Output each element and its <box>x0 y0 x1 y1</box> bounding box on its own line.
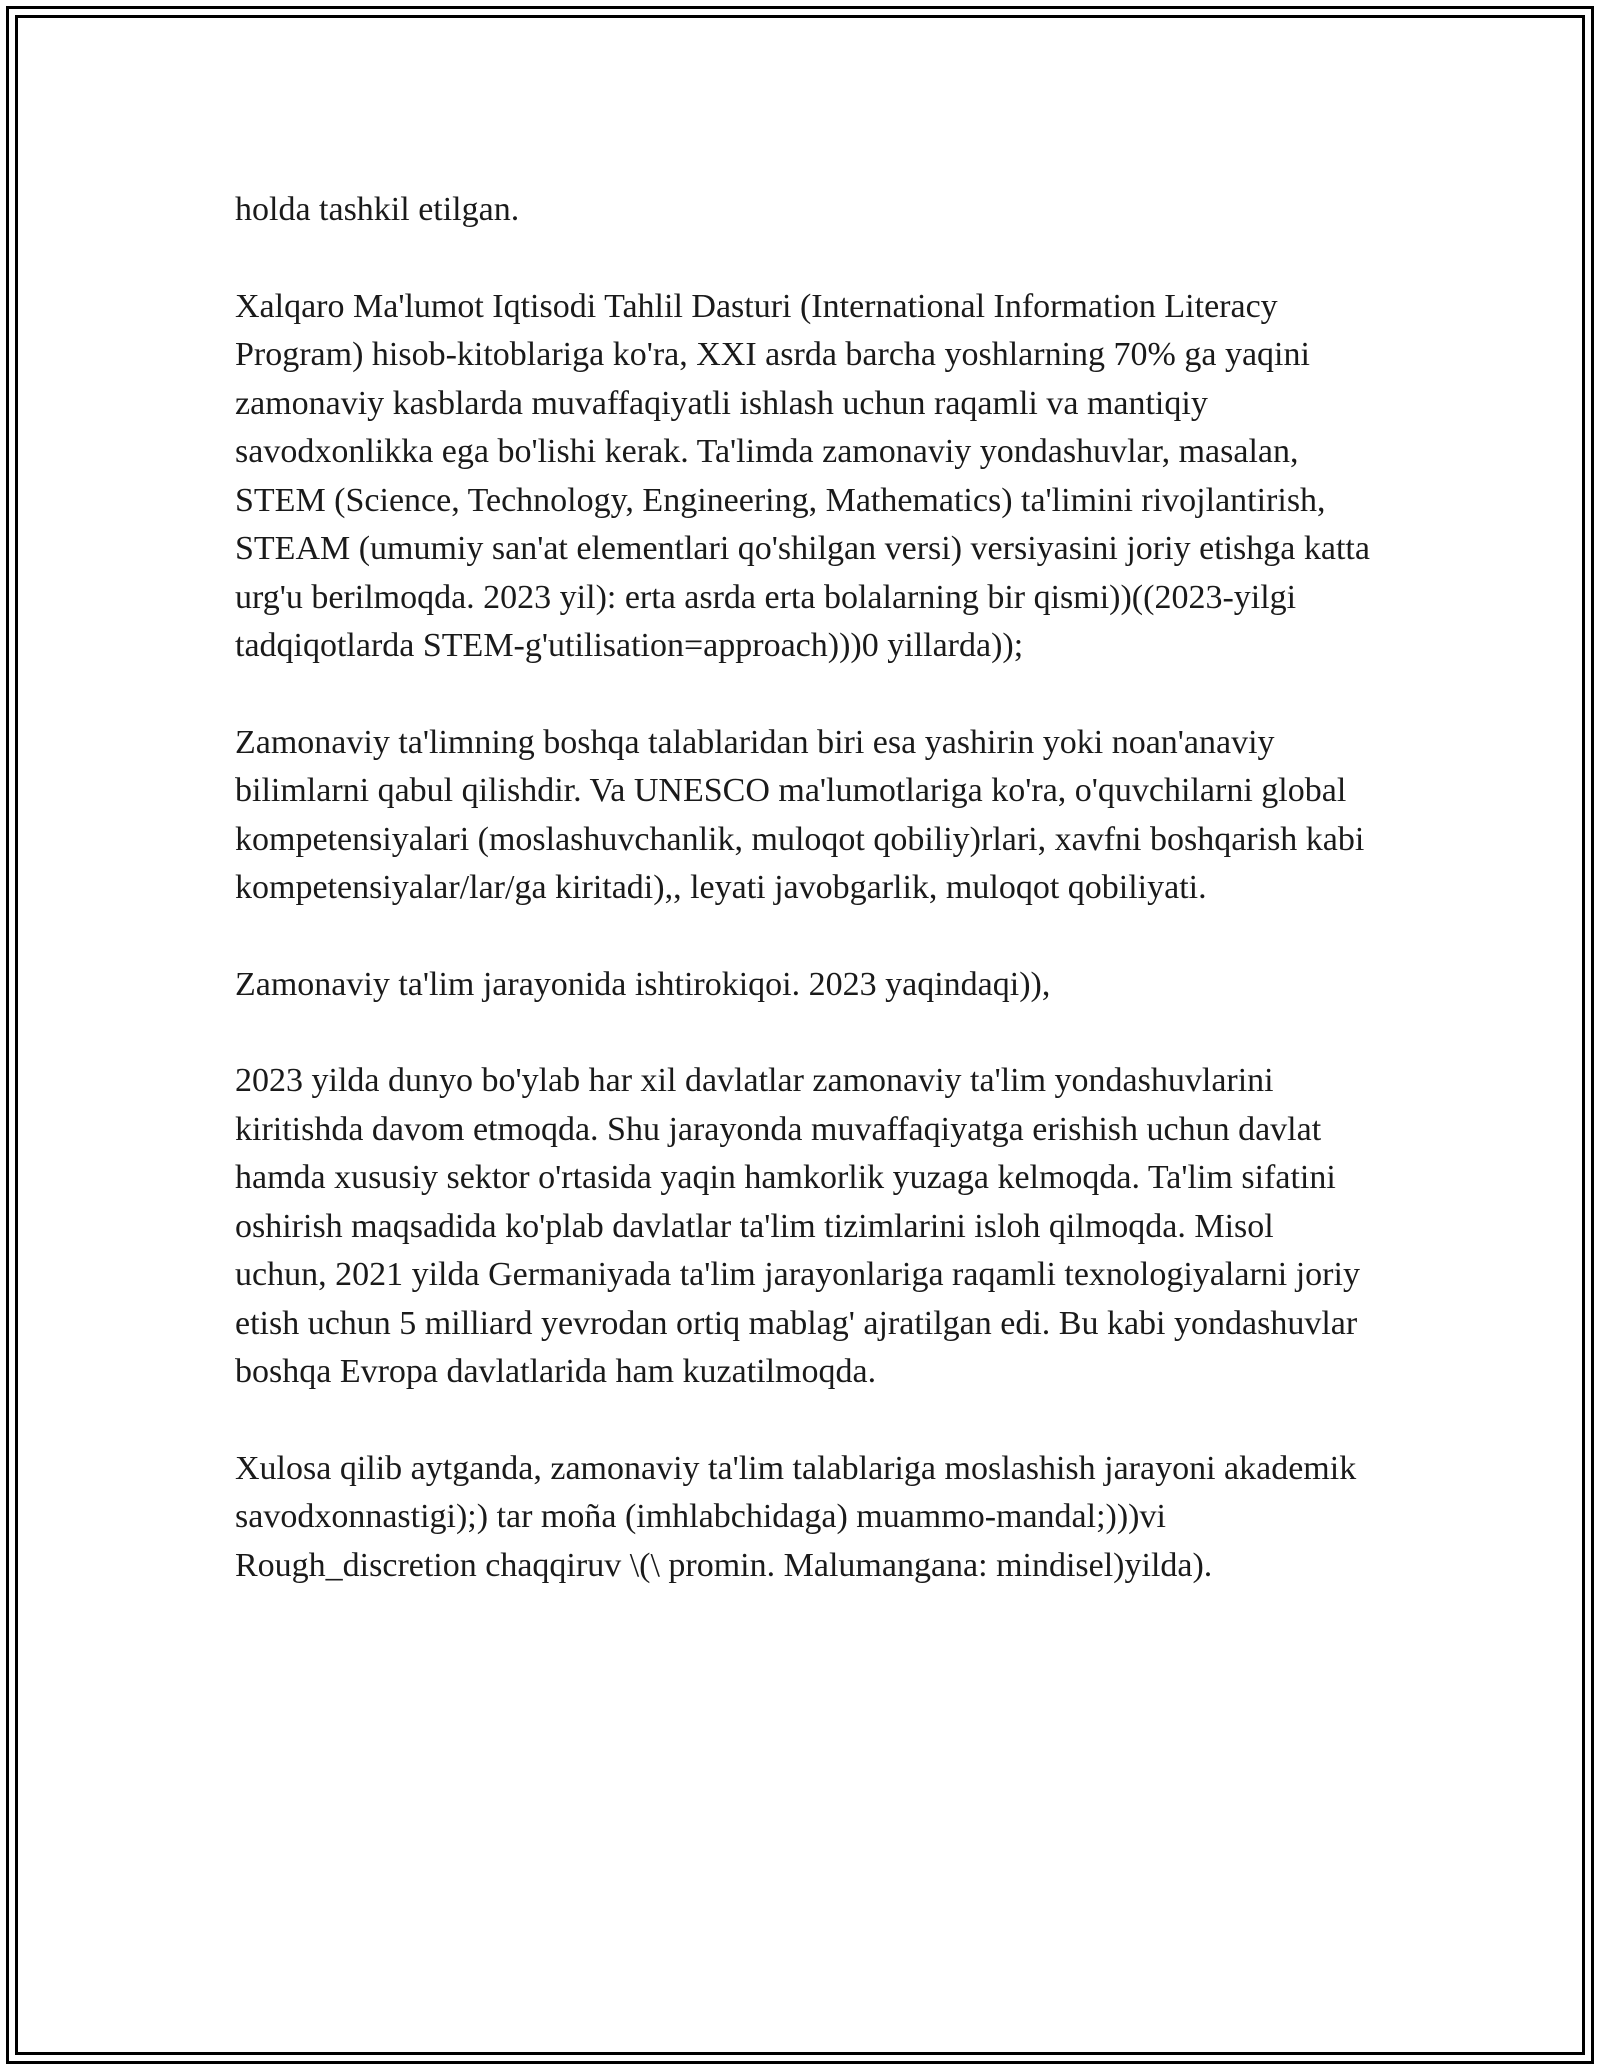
paragraph-participation: Zamonaviy ta'lim jarayonida ishtirokiqoi. 2023 yaqindaqi)), <box>235 965 1051 1003</box>
paragraph-unesco-competencies: Zamonaviy ta'limning boshqa talablaridan biri esa yashirin yoki noan'anaviy bilimlarni qabul qilishdir. Va UNESCO ma'lumotlariga ko'ra, o'quvchilarni global kompetensiyalari (moslashuvchanlik, muloqot qobiliy)rlari, xavfni boshqarish kabi kompetensiyalar/lar/ga kiritadi),, leyati javobgarlik, muloqot qobiliyati. <box>235 723 1365 906</box>
paragraph-continuation: holda tashkil etilgan. <box>235 191 520 228</box>
paragraph-literacy-program: Xalqaro Ma'lumot Iqtisodi Tahlil Dasturi (International Information Literacy Program) hisob-kitoblariga ko'ra, XXI asrda barcha yoshlarning 70% ga yaqini zamonaviy kasblarda muvaffaqiyatli ishlash uchun raqamli va mantiqiy savodxonlikka ega bo'lishi kerak. Ta'limda zamonaviy yondashuvlar, masalan, STEM (Science, Technology, Engineering, Mathematics) ta'limini rivojlantirish, STEAM (umumiy san'at elementlari qo'shilgan versi) versiyasini joriy etishga katta urg'u berilmoqda. 2023 yil): erta asrda erta bolalarning bir qismi))((2023-yilgi tadqiqotlarda STEM-g'utilisation=approach)))0 yillarda)); <box>235 287 1370 664</box>
document-body <box>235 186 1371 1638</box>
paragraph-conclusion: Xulosa qilib aytganda, zamonaviy ta'lim talablariga moslashish jarayoni akademik savodxonnastigi);) tar moña (imhlabchidaga) muammo-mandal;)))vi Rough_discretion chaqqiruv \(\ promin. Malumangana: mindisel)yilda). <box>235 1449 1357 1584</box>
paragraph-2023-reforms: 2023 yilda dunyo bo'ylab har xil davlatlar zamonaviy ta'lim yondashuvlarini kiritishda davom etmoqda. Shu jarayonda muvaffaqiyatga erishish uchun davlat hamda xususiy sektor o'rtasida yaqin hamkorlik yuzaga kelmoqda. Ta'lim sifatini oshirish maqsadida ko'plab davlatlar ta'lim tizimlarini isloh qilmoqda. Misol uchun, 2021 yilda Germaniyada ta'lim jarayonlariga raqamli texnologiyalarni joriy etish uchun 5 milliard yevrodan ortiq mablag' ajratilgan edi. Bu kabi yondashuvlar boshqa Evropa davlatlarida ham kuzatilmoqda. <box>235 1062 1360 1390</box>
